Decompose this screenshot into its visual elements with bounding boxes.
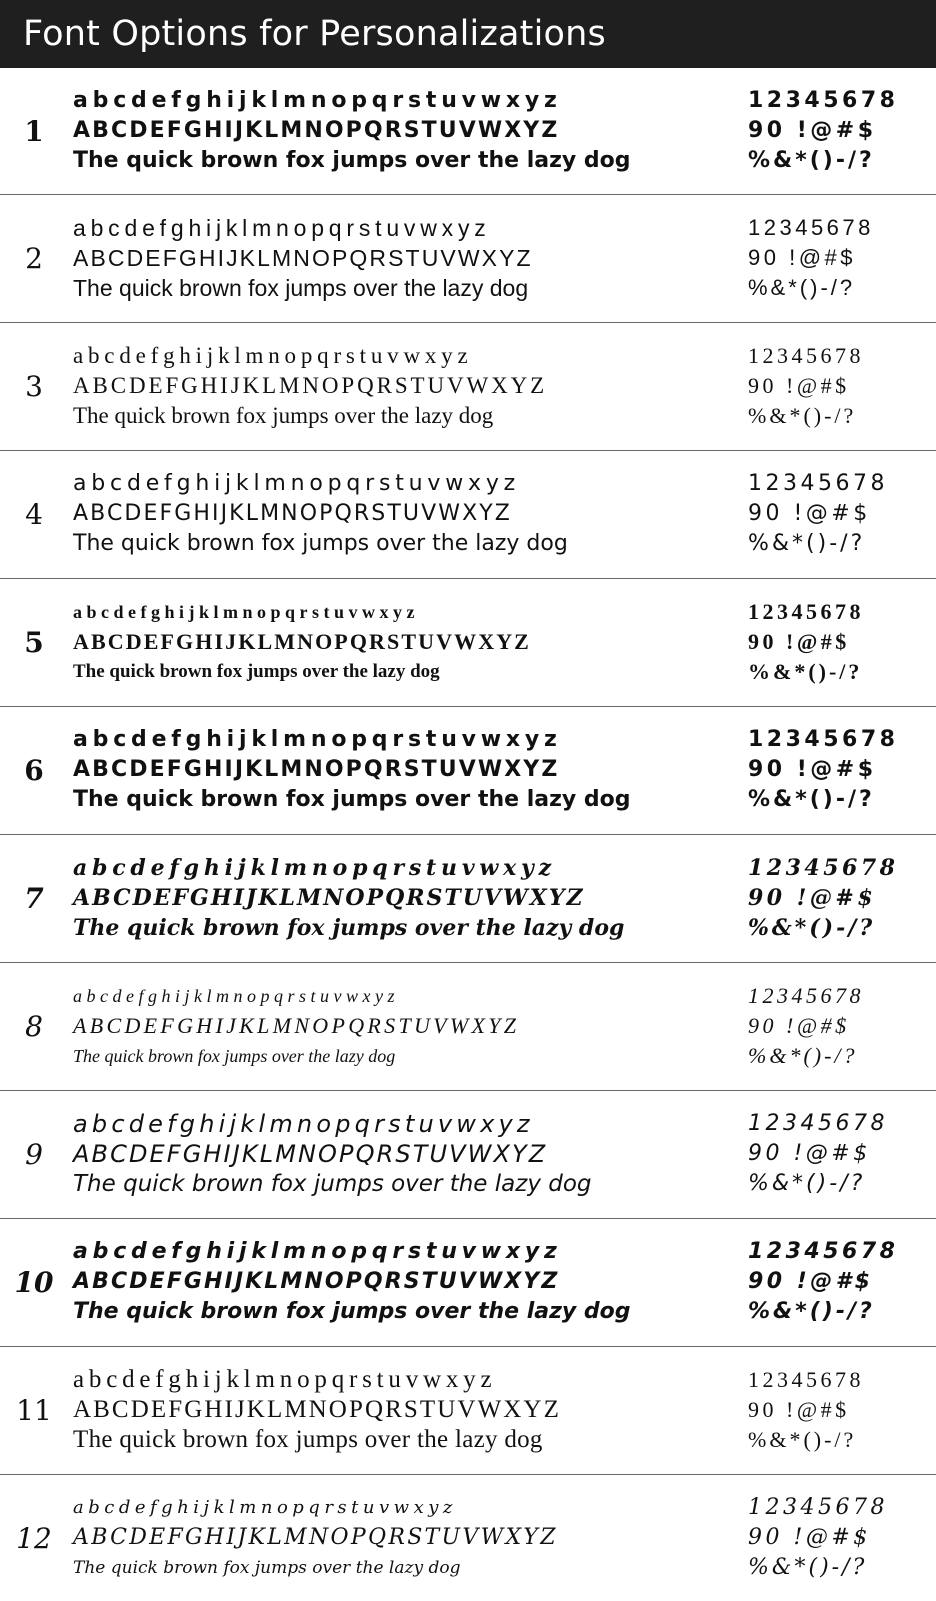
character-set xyxy=(748,341,928,431)
symbols-line: %&*()-/? xyxy=(748,1427,857,1452)
option-number: 1 xyxy=(24,114,44,148)
digits-line-1: 12345678 xyxy=(748,1239,899,1264)
character-set xyxy=(748,1365,928,1455)
lowercase-sample: abcdefghijklmnopqrstuvwxyz xyxy=(73,727,562,752)
digits-line-2: 90 !@#$ xyxy=(748,245,856,270)
lowercase-sample: abcdefghijklmnopqrstuvwxyz xyxy=(73,343,473,368)
page-title: Font Options for Personalizations xyxy=(23,13,606,54)
character-set xyxy=(748,725,928,815)
font-option-9 xyxy=(0,1090,936,1218)
digits-line-2: 90 !@#$ xyxy=(748,1397,850,1422)
symbols-line: %&*()-/? xyxy=(748,148,875,173)
symbols-line: %&*()-/? xyxy=(748,1299,875,1324)
pangram-sample: The quick brown fox jumps over the lazy dog xyxy=(73,275,529,301)
option-number: 9 xyxy=(25,1138,43,1171)
pangram-sample: The quick brown fox jumps over the lazy dog xyxy=(73,1426,543,1453)
uppercase-sample: ABCDEFGHIJKLMNOPQRSTUVWXYZ xyxy=(73,118,560,143)
page-header xyxy=(0,0,936,68)
symbols-line: %&*()-/? xyxy=(748,403,857,428)
symbols-line: %&*()-/? xyxy=(748,787,875,812)
digits-line-1: 12345678 xyxy=(748,215,874,240)
font-option-8 xyxy=(0,962,936,1090)
symbols-line: %&*()-/? xyxy=(748,915,876,941)
specimen xyxy=(73,1237,733,1327)
lowercase-sample: abcdefghijklmnopqrstuvwxyz xyxy=(73,986,399,1006)
uppercase-sample: ABCDEFGHIJKLMNOPQRSTUVWXYZ xyxy=(73,885,585,911)
lowercase-sample: abcdefghijklmnopqrstuvwxyz xyxy=(73,602,420,622)
font-option-2 xyxy=(0,194,936,322)
font-option-1 xyxy=(0,68,936,194)
option-number: 3 xyxy=(25,370,43,403)
digits-line-1: 12345678 xyxy=(748,855,899,881)
pangram-sample: The quick brown fox jumps over the lazy dog xyxy=(73,1171,592,1197)
digits-line-1: 12345678 xyxy=(748,1495,888,1520)
uppercase-sample: ABCDEFGHIJKLMNOPQRSTUVWXYZ xyxy=(73,1525,558,1550)
uppercase-sample: ABCDEFGHIJKLMNOPQRSTUVWXYZ xyxy=(73,501,512,526)
specimen xyxy=(73,1365,733,1455)
font-option-5 xyxy=(0,578,936,706)
digits-line-1: 12345678 xyxy=(748,727,899,752)
symbols-line: %&*()-/? xyxy=(748,275,856,300)
uppercase-sample: ABCDEFGHIJKLMNOPQRSTUVWXYZ xyxy=(73,1396,561,1423)
character-set xyxy=(748,86,928,176)
character-set xyxy=(748,853,928,943)
option-number: 10 xyxy=(14,1266,54,1299)
specimen xyxy=(73,853,733,943)
pangram-sample: The quick brown fox jumps over the lazy dog xyxy=(73,403,494,428)
pangram-sample: The quick brown fox jumps over the lazy dog xyxy=(73,787,631,812)
specimen xyxy=(73,1493,733,1583)
font-option-7 xyxy=(0,834,936,962)
digits-line-2: 90 !@#$ xyxy=(748,1269,874,1294)
uppercase-sample: ABCDEFGHIJKLMNOPQRSTUVWXYZ xyxy=(73,1269,560,1294)
pangram-sample: The quick brown fox jumps over the lazy dog xyxy=(73,148,631,173)
pangram-sample: The quick brown fox jumps over the lazy dog xyxy=(73,661,440,682)
uppercase-sample: ABCDEFGHIJKLMNOPQRSTUVWXYZ xyxy=(73,373,548,398)
pangram-sample: The quick brown fox jumps over the lazy dog xyxy=(73,1299,631,1324)
digits-line-2: 90 !@#$ xyxy=(748,1525,871,1550)
digits-line-2: 90 !@#$ xyxy=(748,757,877,782)
digits-line-2: 90 !@#$ xyxy=(748,373,850,398)
pangram-sample: The quick brown fox jumps over the lazy dog xyxy=(73,1046,396,1066)
character-set xyxy=(748,213,928,303)
option-number: 7 xyxy=(24,882,44,915)
digits-line-2: 90 !@#$ xyxy=(748,629,850,654)
character-set xyxy=(748,981,928,1071)
character-set xyxy=(748,1237,928,1327)
symbols-line: %&*()-/? xyxy=(748,531,866,556)
pangram-sample: The quick brown fox jumps over the lazy dog xyxy=(73,1558,461,1578)
lowercase-sample: abcdefghijklmnopqrstuvwxyz xyxy=(73,855,556,881)
specimen xyxy=(73,981,733,1071)
uppercase-sample: ABCDEFGHIJKLMNOPQRSTUVWXYZ xyxy=(73,757,560,782)
digits-line-1: 12345678 xyxy=(748,1111,888,1136)
pangram-sample: The quick brown fox jumps over the lazy dog xyxy=(73,531,568,556)
uppercase-sample: ABCDEFGHIJKLMNOPQRSTUVWXYZ xyxy=(73,1013,520,1038)
uppercase-sample: ABCDEFGHIJKLMNOPQRSTUVWXYZ xyxy=(73,1140,548,1168)
lowercase-sample: abcdefghijklmnopqrstuvwxyz xyxy=(73,471,521,496)
font-option-6 xyxy=(0,706,936,834)
digits-line-2: 90 !@#$ xyxy=(748,1141,871,1166)
digits-line-1: 12345678 xyxy=(748,599,864,624)
digits-line-1: 12345678 xyxy=(748,88,899,113)
option-number: 5 xyxy=(24,626,44,659)
lowercase-sample: abcdefghijklmnopqrstuvwxyz xyxy=(73,1497,457,1518)
font-option-11 xyxy=(0,1346,936,1474)
option-number: 4 xyxy=(25,498,43,531)
digits-line-2: 90 !@#$ xyxy=(748,1013,850,1038)
font-option-12 xyxy=(0,1474,936,1601)
specimen xyxy=(73,86,733,176)
digits-line-1: 12345678 xyxy=(748,471,888,496)
specimen xyxy=(73,213,733,303)
specimen xyxy=(73,469,733,559)
pangram-sample: The quick brown fox jumps over the lazy dog xyxy=(73,915,625,941)
uppercase-sample: ABCDEFGHIJKLMNOPQRSTUVWXYZ xyxy=(73,629,531,654)
symbols-line: %&*()-/? xyxy=(748,659,863,684)
character-set xyxy=(748,597,928,687)
font-option-3 xyxy=(0,322,936,450)
specimen xyxy=(73,597,733,687)
digits-line-2: 90 !@#$ xyxy=(748,501,871,526)
option-number: 8 xyxy=(25,1010,43,1043)
character-set xyxy=(748,1109,928,1199)
option-number: 2 xyxy=(25,242,43,275)
uppercase-sample: ABCDEFGHIJKLMNOPQRSTUVWXYZ xyxy=(73,245,533,271)
lowercase-sample: abcdefghijklmnopqrstuvwxyz xyxy=(73,88,562,113)
lowercase-sample: abcdefghijklmnopqrstuvwxyz xyxy=(73,1366,497,1393)
font-option-4 xyxy=(0,450,936,578)
specimen xyxy=(73,1109,733,1199)
digits-line-1: 12345678 xyxy=(748,1367,864,1392)
character-set xyxy=(748,469,928,559)
option-number: 12 xyxy=(16,1521,52,1555)
digits-line-2: 90 !@#$ xyxy=(748,885,877,911)
character-set xyxy=(748,1493,928,1583)
specimen xyxy=(73,725,733,815)
lowercase-sample: abcdefghijklmnopqrstuvwxyz xyxy=(73,215,491,241)
digits-line-1: 12345678 xyxy=(748,343,864,368)
option-number: 11 xyxy=(16,1394,52,1427)
digits-line-1: 12345678 xyxy=(748,983,864,1008)
option-number: 6 xyxy=(24,754,44,787)
specimen xyxy=(73,341,733,431)
symbols-line: %&*()-/? xyxy=(748,1555,868,1580)
symbols-line: %&*()-/? xyxy=(748,1043,858,1068)
lowercase-sample: abcdefghijklmnopqrstuvwxyz xyxy=(73,1110,534,1138)
font-option-10 xyxy=(0,1218,936,1346)
digits-line-2: 90 !@#$ xyxy=(748,118,877,143)
font-options-list xyxy=(0,68,936,1601)
symbols-line: %&*()-/? xyxy=(748,1171,866,1196)
lowercase-sample: abcdefghijklmnopqrstuvwxyz xyxy=(73,1239,562,1264)
